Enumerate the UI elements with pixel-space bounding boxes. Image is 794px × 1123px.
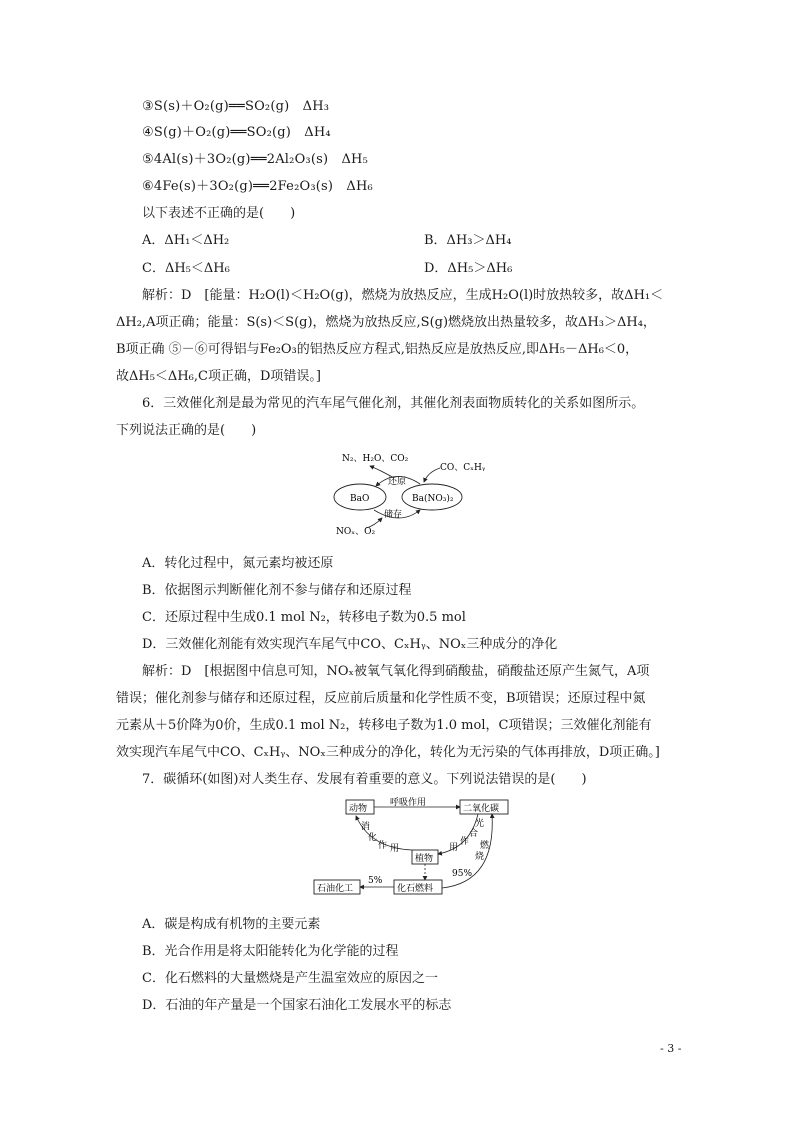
digest-char-2: 化 (368, 833, 378, 843)
q6-option-b: B．依据图示判断催化剂不参与储存和还原过程 (142, 583, 412, 598)
equation-5: ⑤4Al(s)＋3O₂(g)══2Al₂O₃(s) ΔH₅ (142, 152, 368, 167)
equation-6: ⑥4Fe(s)＋3O₂(g)══2Fe₂O₃(s) ΔH₆ (142, 179, 373, 194)
co2-label: 二氧化碳 (463, 804, 500, 814)
ba-nitrate-label: Ba(NO₃)₂ (412, 494, 454, 504)
q5-analysis-line-1: 解析：D [能量：H₂O(l)＜H₂O(g)，燃烧为放热反应，生成H₂O(l)时放热较多，故ΔH₁＜ (142, 288, 664, 303)
q7-option-a: A．碳是构成有机物的主要元素 (142, 917, 321, 932)
products-label: N₂、H₂O、CO₂ (342, 454, 409, 464)
pct-95-label: 95% (452, 869, 473, 879)
q5-option-b: B．ΔH₃＞ΔH₄ (424, 233, 512, 248)
q6-stem-line-2: 下列说法正确的是( ) (116, 423, 257, 438)
q6-option-a: A．转化过程中，氮元素均被还原 (142, 556, 334, 571)
q5-option-d: D．ΔH₅＞ΔH₆ (424, 261, 513, 276)
q6-option-d: D．三效催化剂能有效实现汽车尾气中CO、CₓHᵧ、NOₓ三种成分的净化 (142, 637, 558, 652)
q6-option-c: C．还原过程中生成0.1 mol N₂，转移电子数为0.5 mol (142, 610, 466, 625)
equation-4: ④S(g)＋O₂(g)══SO₂(g) ΔH₄ (142, 125, 331, 140)
reductants-label: CO、CₓHᵧ (440, 463, 486, 473)
photo-char-3: 作 (460, 837, 470, 847)
photo-char-4: 用 (449, 843, 459, 853)
q6-analysis-line-3: 元素从＋5价降为0价，生成0.1 mol N₂，转移电子数为1.0 mol，C项错误；三效催化剂能有 (116, 718, 652, 733)
q6-analysis-line-1: 解析：D [根据图中信息可知，NOₓ被氧气氧化得到硝酸盐，硝酸盐还原产生氮气，A项 (142, 664, 650, 679)
q5-analysis-line-3: B项正确 ⑤－⑥可得铝与Fe₂O₃的铝热反应方程式,铝热反应是放热反应,即ΔH₅－ΔH₆＜0， (116, 342, 639, 357)
fossil-fuel-label: 化石燃料 (397, 884, 434, 894)
products-arrow (370, 466, 394, 478)
reduce-label: 还原 (388, 477, 407, 487)
burn-char-2: 烧 (475, 852, 485, 862)
photo-char-1: 光 (475, 819, 485, 829)
animal-label: 动物 (349, 804, 368, 814)
nox-label: NOₓ、O₂ (336, 527, 376, 537)
burn-char-1: 燃 (480, 841, 490, 851)
page-number: - 3 - (660, 1042, 682, 1055)
store-label: 储存 (384, 510, 403, 520)
equation-3: ③S(s)＋O₂(g)══SO₂(g) ΔH₃ (142, 99, 330, 114)
carbon-cycle-diagram (310, 794, 520, 900)
q6-stem-line-1: 6．三效催化剂是最为常见的汽车尾气催化剂，其催化剂表面物质转化的关系如图所示。 (142, 396, 645, 411)
q6-analysis-line-4: 效实现汽车尾气中CO、CₓHᵧ、NOₓ三种成分的净化，转化为无污染的气体再排放，D项正确。] (116, 745, 660, 760)
plant-label: 植物 (415, 854, 434, 864)
q7-stem: 7．碳循环(如图)对人类生存、发展有着重要的意义。下列说法错误的是( ) (142, 772, 587, 787)
q7-option-d: D．石油的年产量是一个国家石油化工发展水平的标志 (142, 998, 452, 1013)
q7-option-c: C．化石燃料的大量燃烧是产生温室效应的原因之一 (142, 971, 438, 986)
q5-analysis-line-2: ΔH₂,A项正确；能量：S(s)＜S(g)，燃烧为放热反应,S(g)燃烧放出热量较多，故ΔH₃＞ΔH₄， (116, 315, 656, 330)
q5-option-a: A．ΔH₁＜ΔH₂ (142, 233, 230, 248)
bao-label: BaO (350, 494, 370, 504)
catalyst-diagram (320, 444, 510, 538)
q6-analysis-line-2: 错误；催化剂参与储存和还原过程，反应前后质量和化学性质不变，B项错误；还原过程中氮 (116, 691, 646, 706)
digest-char-4: 用 (390, 844, 400, 854)
reductant-in-arrow (424, 468, 440, 482)
respiration-label: 呼吸作用 (390, 798, 427, 808)
q5-stem: 以下表述不正确的是( ) (142, 206, 296, 221)
pct-5-label: 5% (368, 876, 383, 886)
petrochemical-label: 石油化工 (317, 884, 354, 894)
digest-char-3: 作 (378, 841, 388, 851)
q5-analysis-line-4: 故ΔH₅＜ΔH₆,C项正确，D项错误。] (116, 369, 321, 384)
q5-option-c: C．ΔH₅＜ΔH₆ (142, 261, 230, 276)
digest-char-1: 消 (361, 822, 371, 832)
photo-char-2: 合 (469, 829, 479, 839)
q7-option-b: B．光合作用是将太阳能转化为化学能的过程 (142, 944, 399, 959)
